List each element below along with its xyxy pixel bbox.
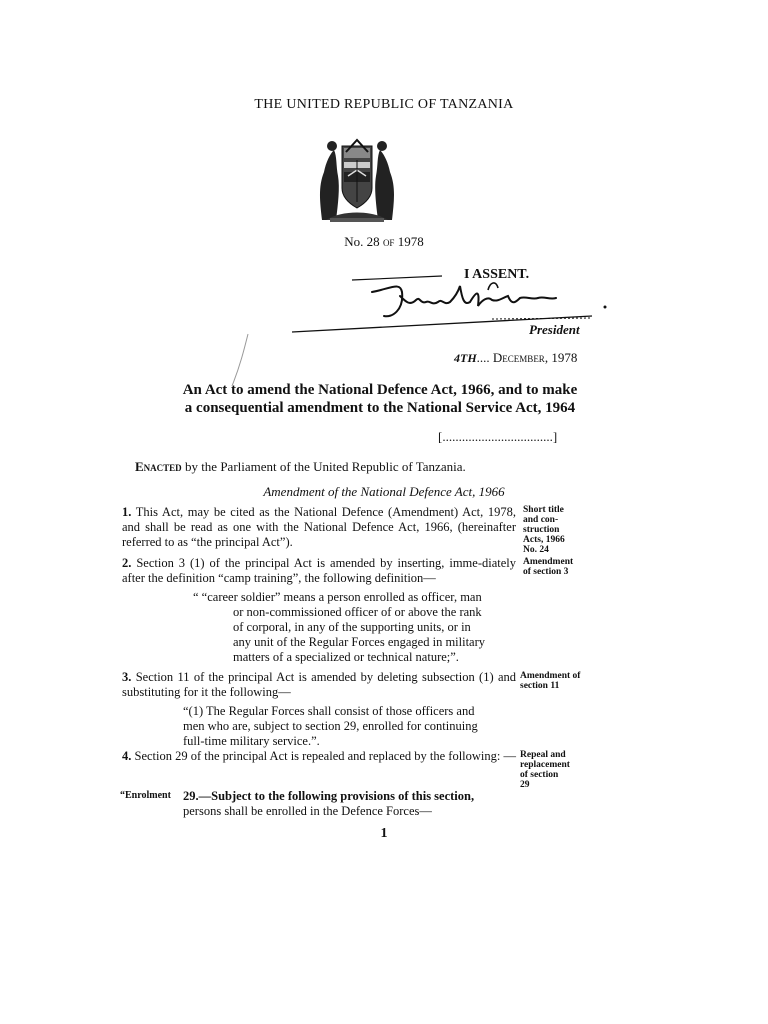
part-heading: Amendment of the National Defence Act, 1966 xyxy=(263,484,505,499)
regular-forces-subsection xyxy=(183,704,523,749)
date-bracket: [..................................] xyxy=(438,429,558,444)
margin-1-line: No. 24 xyxy=(523,545,549,555)
margin-2-line: Amendment xyxy=(523,557,574,567)
country-heading: THE UNITED REPUBLIC OF TANZANIA xyxy=(254,97,514,112)
section-2 xyxy=(122,556,516,586)
margin-4-line: of section xyxy=(520,770,559,780)
margin-1-line: and con- xyxy=(523,515,559,525)
enacted-lead: Enacted xyxy=(135,459,182,474)
date-dots: .... xyxy=(476,350,490,365)
section-3 xyxy=(122,670,516,700)
page-number: 1 xyxy=(380,826,388,841)
section-4-number: 4. xyxy=(122,749,132,763)
section-4-text: Section 29 of the principal Act is repealed and replaced by the following: — xyxy=(134,749,516,763)
section-2-text: Section 3 (1) of the principal Act is amended by inserting, imme-diately after the definition “camp training”, the following definition— xyxy=(122,556,516,585)
margin-4-line: 29 xyxy=(520,780,530,790)
enacted-rest: by the Parliament of the United Republic of Tanzania. xyxy=(181,459,466,474)
margin-4-line: replacement xyxy=(520,760,570,770)
quote2-line: full-time military service.”. xyxy=(183,734,320,748)
president-label: President xyxy=(529,322,580,337)
coat-of-arms-emblem xyxy=(312,132,402,224)
date-month: December, xyxy=(492,350,549,365)
act-number-prefix: No. 28 xyxy=(344,234,380,249)
quote2-line: men who are, subject to section 29, enrolled for continuing xyxy=(183,719,478,733)
date-year: 1978 xyxy=(551,350,578,365)
quote1-line: or non-commissioned officer of or above the rank xyxy=(233,605,482,619)
title-line-1: An Act to amend the National Defence Act, 1966, and to make xyxy=(182,382,578,398)
enacting-clause xyxy=(135,459,466,475)
margin-2-line: of section 3 xyxy=(523,567,569,577)
section29-line: 29.—Subject to the following provisions of this section, xyxy=(183,789,475,803)
margin-1-line: struction xyxy=(523,525,560,535)
section29-line: persons shall be enrolled in the Defence Forces— xyxy=(183,804,432,818)
margin-3-line: section 11 xyxy=(520,681,560,691)
quote2-line: “(1) The Regular Forces shall consist of those officers and xyxy=(183,704,475,718)
section-4 xyxy=(122,749,516,764)
section-1-text: This Act, may be cited as the National Defence (Amendment) Act, 1978, and shall be read as one with the National Defence Act, 1966, (hereinafter referred to as “the principal Act”). xyxy=(122,505,516,549)
section-3-number: 3. xyxy=(122,670,132,684)
marginal-note-3 xyxy=(520,671,590,691)
title-line-2: a consequential amendment to the National Service Act, 1964 xyxy=(184,400,576,416)
marginal-note-1 xyxy=(523,505,583,555)
margin-4-line: Repeal and xyxy=(520,750,566,760)
enrolment-marginal-note: “Enrolment xyxy=(120,790,171,801)
section-2-number: 2. xyxy=(122,556,132,570)
margin-1-line: Short title xyxy=(523,505,564,515)
margin-1-line: Acts, 1966 xyxy=(523,535,565,545)
act-number-year: 1978 xyxy=(397,234,424,249)
quote1-line: any unit of the Regular Forces engaged in military xyxy=(233,635,486,649)
section-1-number: 1. xyxy=(122,505,132,519)
quote1-line: matters of a specialized or technical nature;”. xyxy=(233,650,459,664)
assent-date xyxy=(454,350,577,366)
section-1 xyxy=(122,505,516,550)
quote1-line: “ “career soldier” means a person enrolled as officer, man xyxy=(193,590,482,604)
assent-text: I ASSENT. xyxy=(464,267,530,282)
marginal-note-4 xyxy=(520,750,580,790)
margin-3-line: Amendment of xyxy=(520,671,581,681)
marginal-note-2 xyxy=(523,557,583,577)
section-3-text: Section 11 of the principal Act is amended by deleting subsection (1) and substituting for it the following— xyxy=(122,670,516,699)
career-soldier-definition xyxy=(193,590,533,665)
quote1-line: of corporal, in any of the supporting units, or in xyxy=(233,620,471,634)
new-section-29 xyxy=(183,789,523,819)
act-number-of: of xyxy=(382,234,395,249)
act-number xyxy=(0,234,768,250)
date-day: 4TH xyxy=(454,351,477,365)
act-long-title xyxy=(100,381,660,417)
